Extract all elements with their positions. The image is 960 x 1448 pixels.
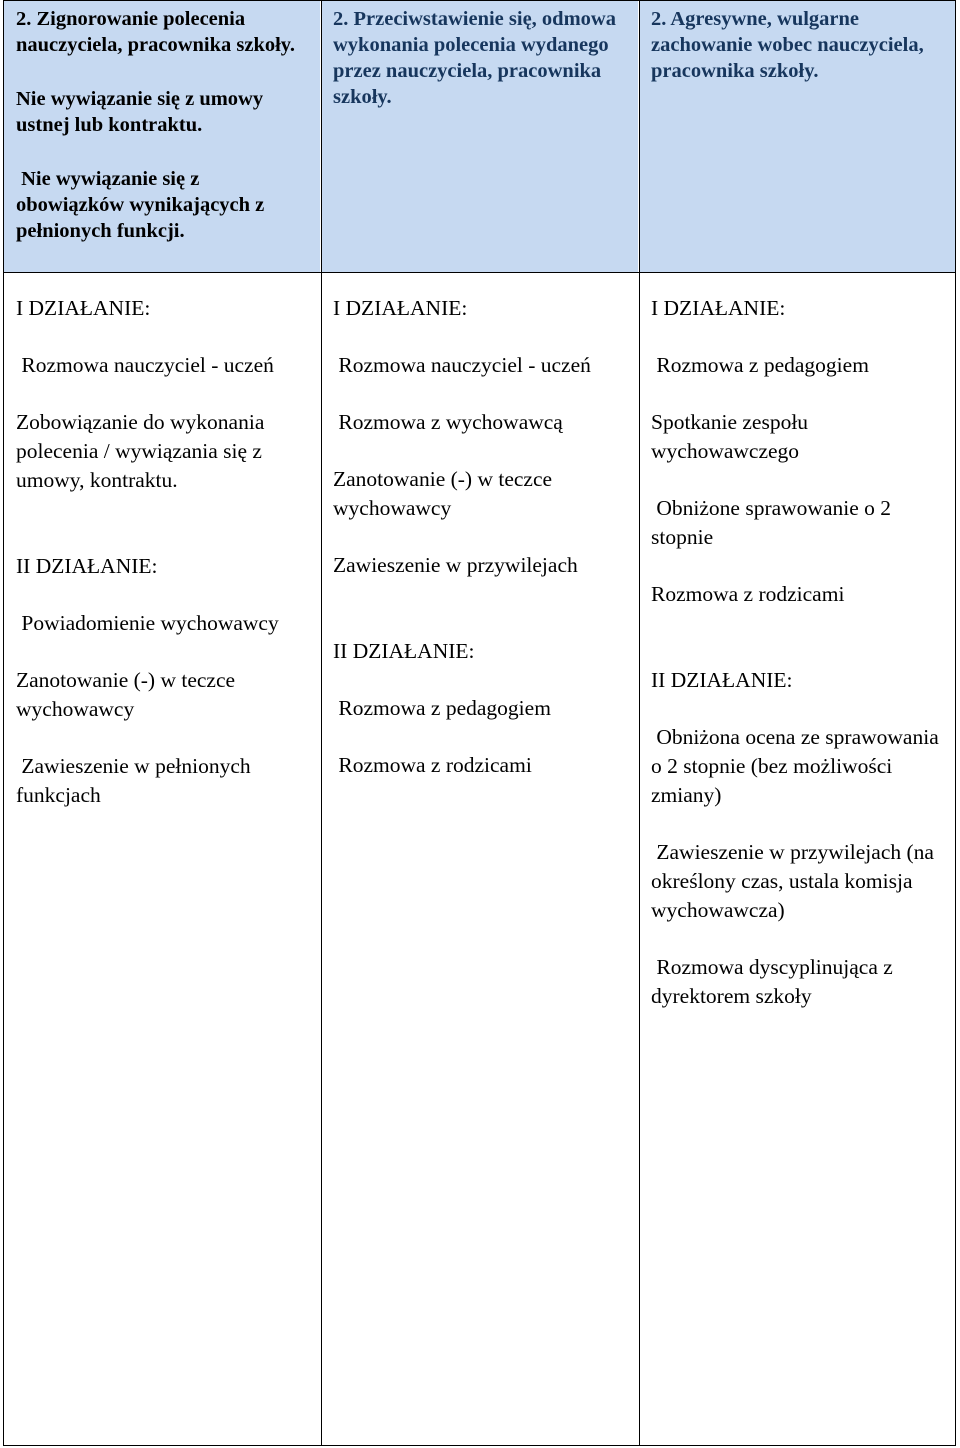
col2-action1-item: Rozmowa nauczyciel - uczeń	[333, 353, 591, 377]
col3-action1-item: Rozmowa z rodzicami	[651, 582, 845, 606]
col1-action2-heading: II DZIAŁANIE:	[16, 554, 158, 578]
col1-action2-item: Zawieszenie w pełnionych funkcjach	[16, 754, 256, 807]
header-col1-title: 2. Zignorowanie polecenia nauczyciela, pracownika szkoły.	[16, 8, 296, 56]
table-border-bottom	[3, 1445, 956, 1446]
col1-action2-item: Powiadomienie wychowawcy	[16, 611, 279, 635]
col3-action2-heading: II DZIAŁANIE:	[651, 668, 793, 692]
header-col3-title: 2. Agresywne, wulgarne zachowanie wobec nauczyciela, pracownika szkoły.	[651, 8, 929, 82]
col2-action2-item: Rozmowa z pedagogiem	[333, 696, 551, 720]
col2-action1-item: Zanotowanie (-) w teczce wychowawcy	[333, 467, 558, 520]
header-col1-contract: Nie wywiązanie się z umowy ustnej lub kontraktu.	[16, 88, 269, 136]
table-border-top	[3, 0, 956, 1]
table-border-right	[955, 0, 956, 1446]
header-cell-2	[333, 6, 633, 110]
body-cell-2	[333, 294, 631, 780]
col1-action1-item: Zobowiązanie do wykonania polecenia / wywiązania się z umowy, kontraktu.	[16, 410, 270, 492]
col3-action1-item: Obniżone sprawowanie o 2 stopnie	[651, 496, 897, 549]
col3-action2-item: Rozmowa dyscyplinująca z dyrektorem szkoły	[651, 955, 899, 1008]
table-divider-1	[321, 0, 322, 1446]
col2-action2-heading: II DZIAŁANIE:	[333, 639, 475, 663]
col1-action2-item: Zanotowanie (-) w teczce wychowawcy	[16, 668, 241, 721]
table-border-left	[3, 0, 4, 1446]
col2-action1-item: Zawieszenie w przywilejach	[333, 553, 578, 577]
col3-action1-heading: I DZIAŁANIE:	[651, 296, 786, 320]
col2-action1-heading: I DZIAŁANIE:	[333, 296, 468, 320]
header-col1-duties: Nie wywiązanie się z obowiązków wynikających z pełnionych funkcji.	[16, 168, 270, 242]
body-cell-3	[651, 294, 949, 1011]
col1-action1-heading: I DZIAŁANIE:	[16, 296, 151, 320]
header-cell-1	[16, 6, 312, 244]
col2-action1-item: Rozmowa z wychowawcą	[333, 410, 563, 434]
col3-action2-item: Zawieszenie w przywilejach (na określony czas, ustala komisja wychowawcza)	[651, 840, 940, 922]
col1-action1-item: Rozmowa nauczyciel - uczeń	[16, 353, 274, 377]
header-cell-3	[651, 6, 941, 84]
header-divider	[3, 272, 956, 273]
header-col2-title: 2. Przeciwstawienie się, odmowa wykonania polecenia wydanego przez nauczyciela, pracownika szkoły.	[333, 8, 622, 108]
table-divider-2	[639, 0, 640, 1446]
col2-action2-item: Rozmowa z rodzicami	[333, 753, 532, 777]
col3-action1-item: Rozmowa z pedagogiem	[651, 353, 869, 377]
col3-action2-item: Obniżona ocena ze sprawowania o 2 stopnie (bez możliwości zmiany)	[651, 725, 945, 807]
col3-action1-item: Spotkanie zespołu wychowawczego	[651, 410, 814, 463]
body-cell-1	[16, 294, 312, 810]
